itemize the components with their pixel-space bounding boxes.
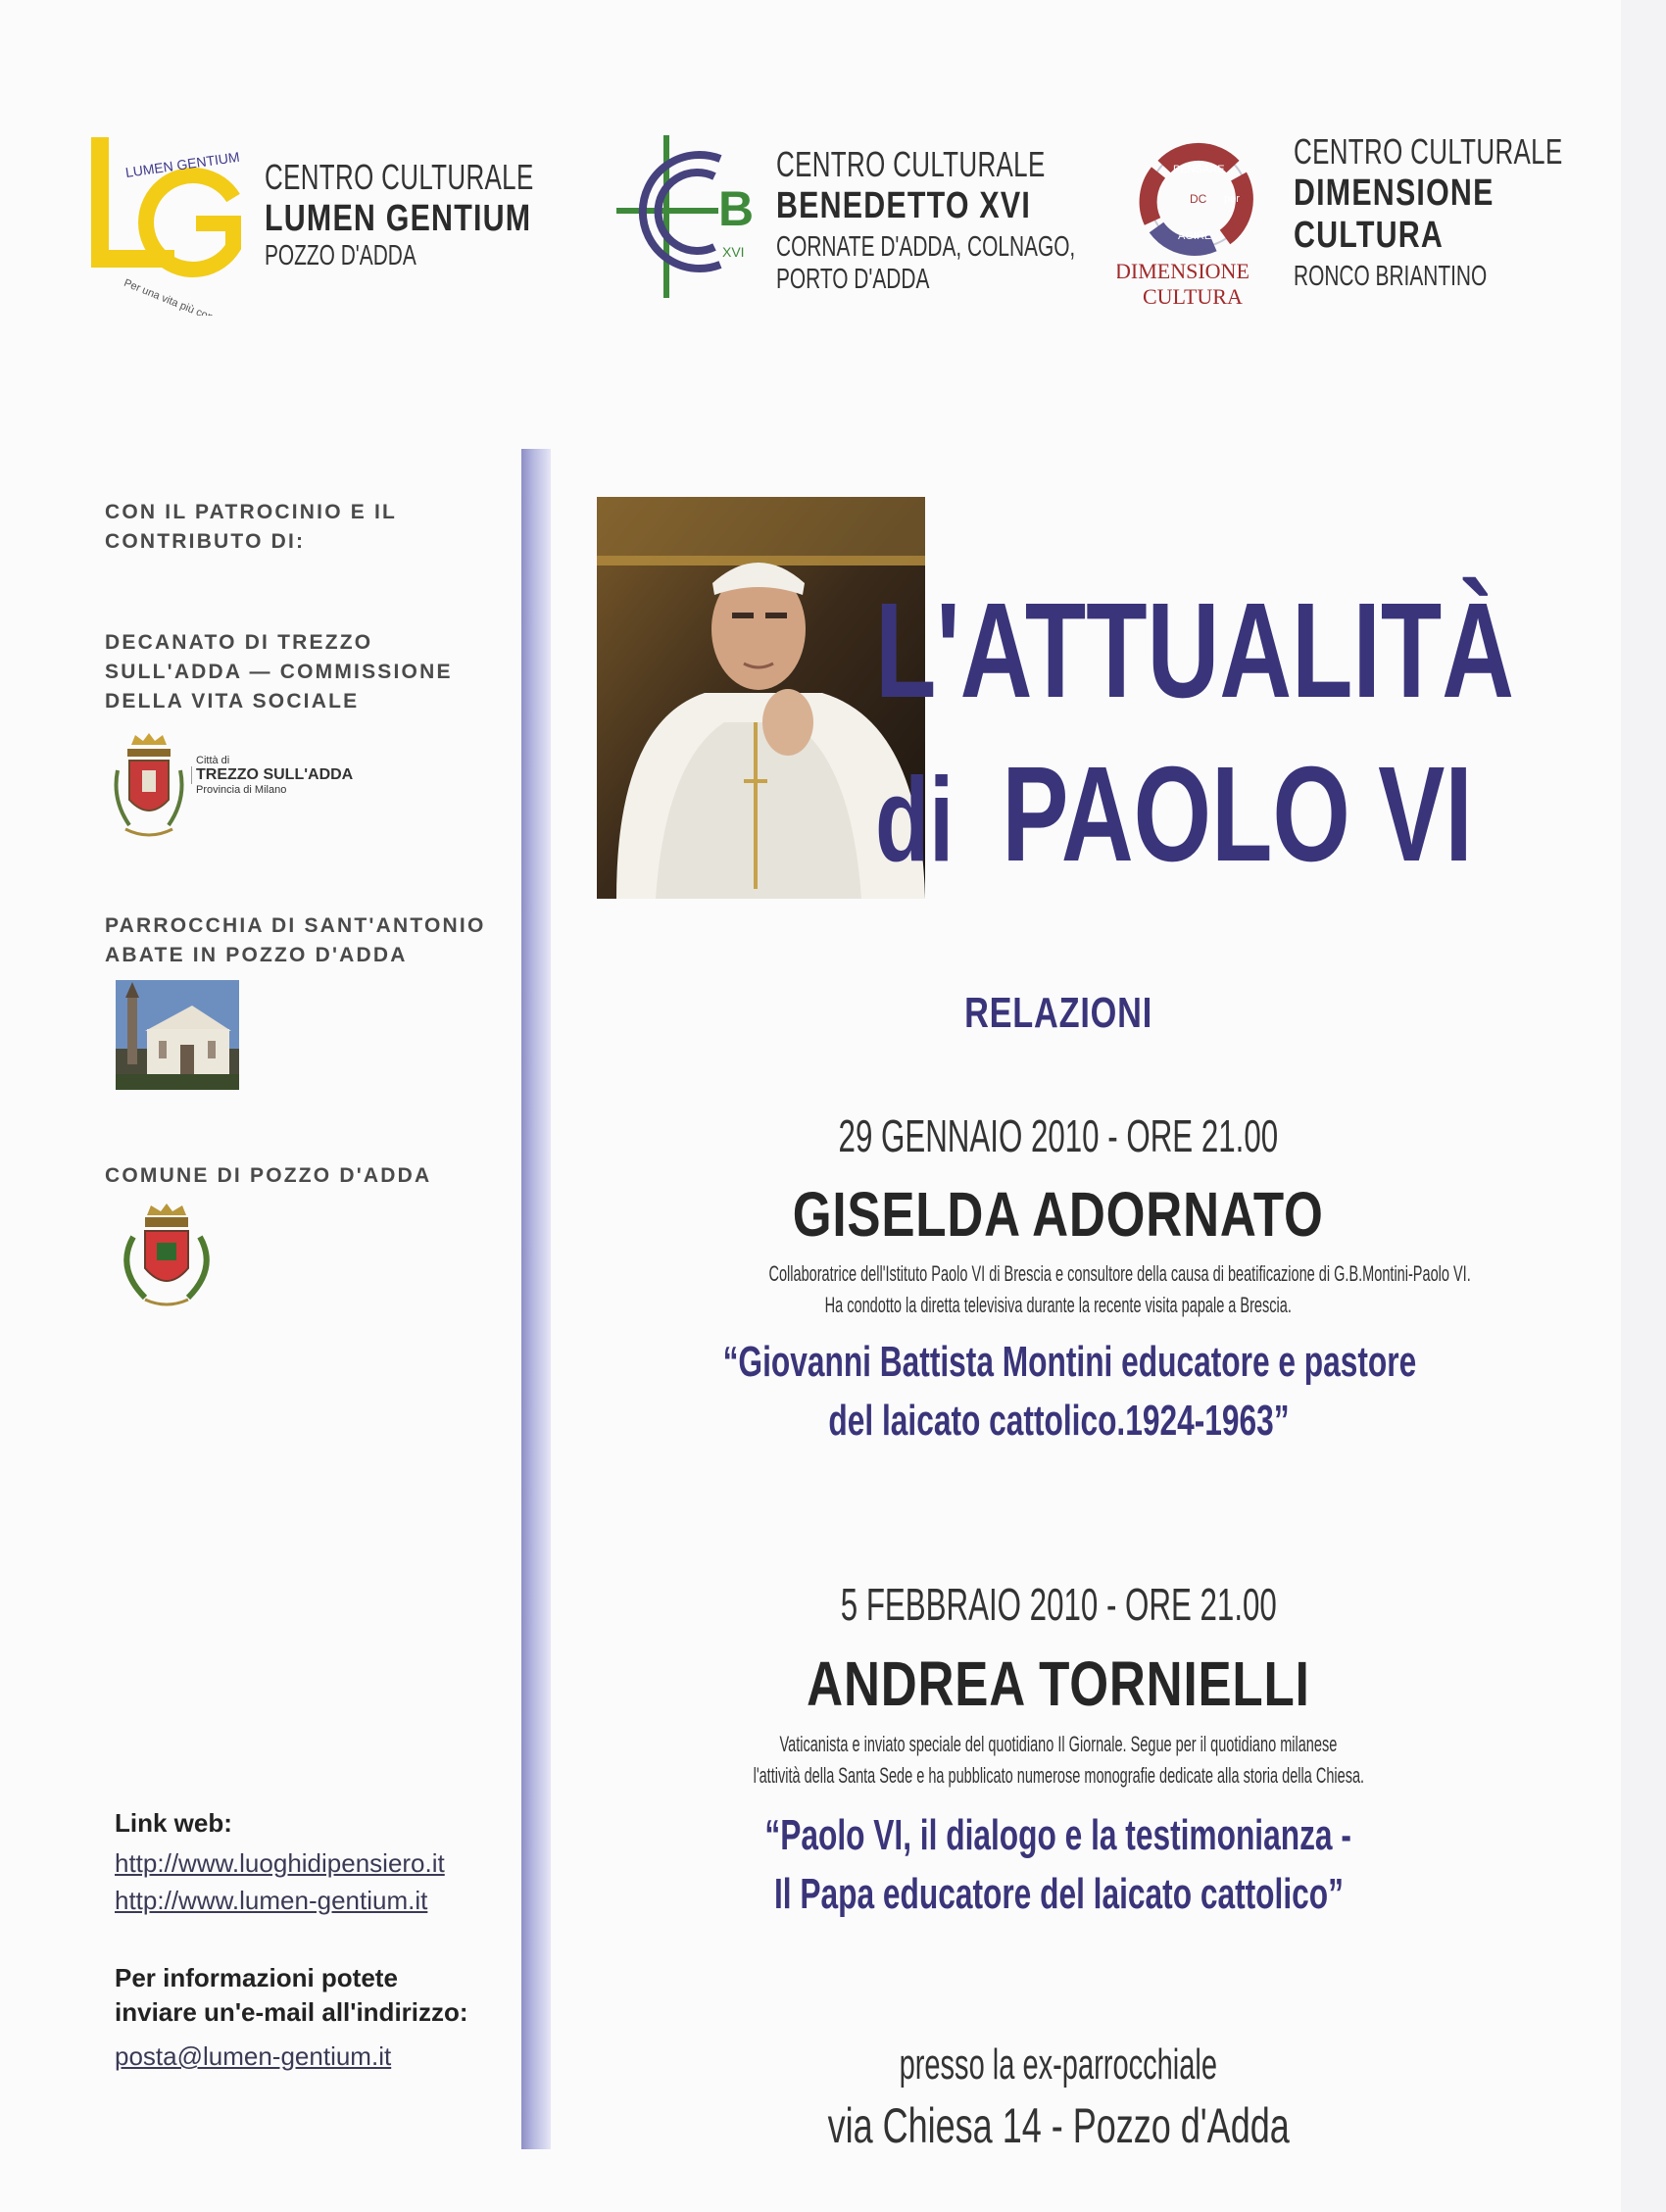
org-line: DIMENSIONE xyxy=(1294,172,1494,214)
talk-2-speaker xyxy=(588,1647,1529,1720)
main-title-line1: L'ATTUALITÀ xyxy=(875,575,1514,726)
svg-text:DIMENSIONE: DIMENSIONE xyxy=(1117,259,1250,283)
talk-1-bio xyxy=(588,1258,1529,1321)
section-heading xyxy=(588,989,1529,1038)
benedetto-xvi-logo xyxy=(612,131,760,303)
sponsor-line: PARROCCHIA DI SANT'ANTONIO xyxy=(105,914,486,937)
links-label: Link web: xyxy=(115,1808,232,1838)
patronage-line: CON IL PATROCINIO E IL xyxy=(105,501,398,523)
talk-title-line: del laicato cattolico.1924-1963” xyxy=(827,1397,1290,1445)
svg-text:per: per xyxy=(1224,193,1240,205)
info-line: Per informazioni potete xyxy=(115,1963,398,1992)
svg-text:XVI: XVI xyxy=(722,244,745,260)
svg-text:PENSARE: PENSARE xyxy=(1173,164,1225,175)
talk-1-title xyxy=(588,1333,1529,1450)
crest-caption-line: TREZZO SULL'ADDA xyxy=(191,766,353,784)
crest-caption-line: Città di xyxy=(196,755,230,766)
main-title-line2 xyxy=(875,737,1473,893)
trezzo-crest-caption xyxy=(196,755,353,796)
title-name: PAOLO VI xyxy=(1002,739,1473,890)
talk-2-bio xyxy=(588,1729,1529,1792)
bio-line: l'attività della Santa Sede e ha pubblicato numerose monografie dedicate alla storia della Chiesa. xyxy=(753,1763,1364,1788)
crest-caption-line: Provincia di Milano xyxy=(196,784,287,796)
sponsor-line: DELLA VITA SOCIALE xyxy=(105,690,360,713)
page-edge xyxy=(1621,0,1666,2212)
speaker-name: GISELDA ADORNATO xyxy=(793,1179,1324,1250)
patronage-label xyxy=(105,498,516,557)
pozzo-crest xyxy=(112,1204,221,1311)
talk-title-line: “Paolo VI, il dialogo e la testimonianza - xyxy=(764,1811,1352,1859)
date-text: 5 FEBBRAIO 2010 - ORE 21.00 xyxy=(840,1579,1277,1630)
org-line: CENTRO CULTURALE xyxy=(1294,131,1563,172)
svg-text:Per una vita più consapevole..: Per una vita più consapevole... xyxy=(122,276,263,316)
bio-line: Collaboratrice dell'Istituto Paolo VI di Brescia e consultore della causa di beatificazione di G.B.Montini-Paolo VI. xyxy=(768,1261,1471,1286)
speaker-name: ANDREA TORNIELLI xyxy=(807,1648,1310,1719)
venue-line: presso la ex-parrocchiale xyxy=(899,2040,1218,2089)
dimensione-cultura-logo xyxy=(1117,137,1284,314)
relazioni-label: RELAZIONI xyxy=(964,989,1152,1037)
email-link[interactable]: posta@lumen-gentium.it xyxy=(115,2041,392,2071)
org-line: PORTO D'ADDA xyxy=(776,264,930,295)
svg-text:DC: DC xyxy=(1190,192,1207,206)
church-photo xyxy=(116,980,239,1090)
org-line: POZZO D'ADDA xyxy=(265,240,416,271)
svg-text:CULTURA: CULTURA xyxy=(1143,284,1243,309)
talk-title-line: “Giovanni Battista Montini educatore e pastore xyxy=(722,1338,1417,1386)
sponsor-line: DECANATO DI TREZZO xyxy=(105,631,373,654)
org-line: LUMEN GENTIUM xyxy=(265,198,532,239)
bio-line: Vaticanista e inviato speciale del quotidiano Il Giornale. Segue per il quotidiano milanese xyxy=(779,1732,1338,1756)
org-line: CENTRO CULTURALE xyxy=(776,144,1046,184)
org-line: CENTRO CULTURALE xyxy=(265,157,534,197)
svg-text:AGIRE: AGIRE xyxy=(1178,230,1212,242)
date-text: 29 GENNAIO 2010 - ORE 21.00 xyxy=(838,1110,1279,1161)
org-lumen-gentium xyxy=(265,157,638,272)
lumen-gentium-logo xyxy=(86,129,263,316)
svg-text:LUMEN GENTIUM: LUMEN GENTIUM xyxy=(123,148,241,180)
org-line: BENEDETTO XVI xyxy=(776,185,1031,226)
org-line: CORNATE D'ADDA, COLNAGO, xyxy=(776,231,1076,263)
trezzo-crest xyxy=(110,731,188,843)
talk-title-line: Il Papa educatore del laicato cattolico” xyxy=(773,1870,1344,1918)
venue-line: via Chiesa 14 - Pozzo d'Adda xyxy=(827,2098,1290,2153)
bio-line: Ha condotto la diretta televisiva durante la recente visita papale a Brescia. xyxy=(824,1293,1293,1317)
sponsor-decanato xyxy=(105,628,516,716)
info-line: inviare un'e-mail all'indirizzo: xyxy=(115,1997,468,2027)
info-label xyxy=(115,1961,468,2030)
org-dimensione-cultura xyxy=(1294,131,1666,293)
title-prefix: di xyxy=(875,753,955,886)
link-lumen-gentium[interactable]: http://www.lumen-gentium.it xyxy=(115,1886,428,1915)
sponsor-line: SULL'ADDA — COMMISSIONE xyxy=(105,661,453,683)
link-luoghidipensiero[interactable]: http://www.luoghidipensiero.it xyxy=(115,1848,445,1878)
org-line: RONCO BRIANTINO xyxy=(1294,261,1488,292)
svg-text:B: B xyxy=(718,181,755,236)
sponsor-line: COMUNE DI POZZO D'ADDA xyxy=(105,1164,432,1187)
talk-2-date xyxy=(588,1578,1529,1631)
org-line: CULTURA xyxy=(1294,215,1445,256)
patronage-line: CONTRIBUTO DI: xyxy=(105,530,306,553)
sponsor-parrocchia xyxy=(105,911,516,970)
sponsor-line: ABATE IN POZZO D'ADDA xyxy=(105,944,408,966)
talk-1-speaker xyxy=(588,1178,1529,1251)
venue xyxy=(588,2035,1529,2156)
vertical-divider xyxy=(521,449,551,2149)
sponsor-comune xyxy=(105,1161,516,1191)
talk-2-title xyxy=(588,1806,1529,1924)
talk-1-date xyxy=(588,1109,1529,1162)
